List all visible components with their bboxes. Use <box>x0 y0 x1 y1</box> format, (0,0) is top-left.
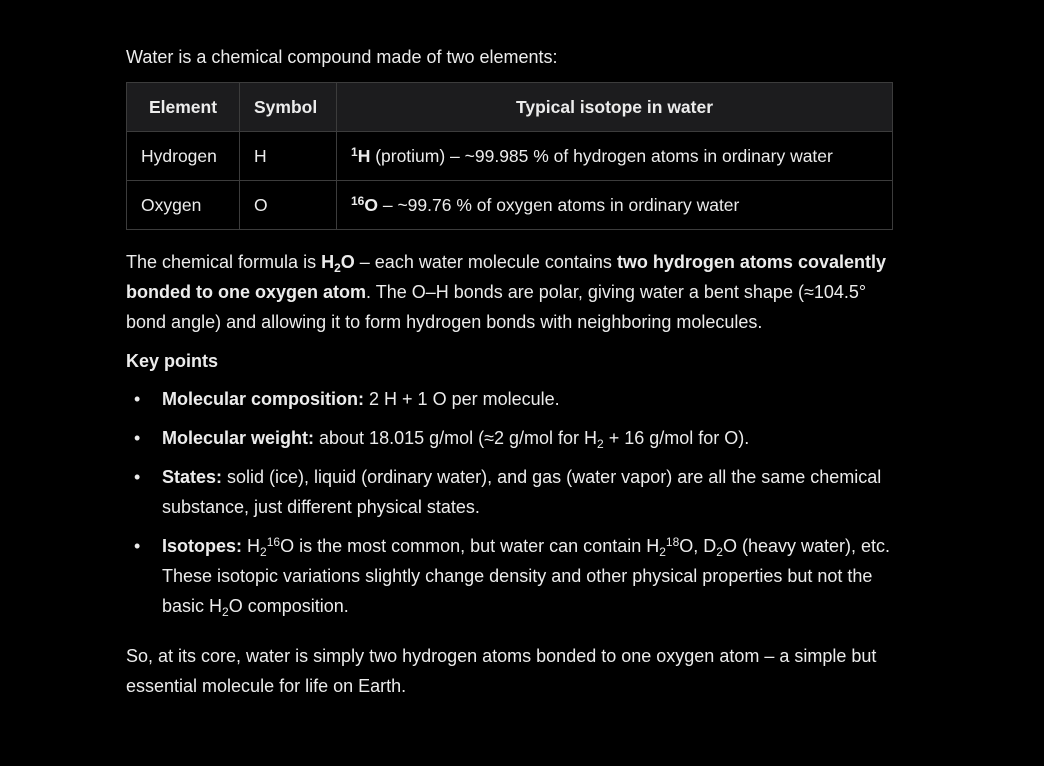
item-text: about 18.015 g/mol (≈2 g/mol for H <box>314 428 598 448</box>
list-item <box>126 423 896 453</box>
intro-text: Water is a chemical compound made of two elements: <box>126 47 558 67</box>
cell-isotope <box>337 132 893 181</box>
bold-text: two hydrogen atoms covalently bonded to one oxygen atom <box>126 252 886 302</box>
list-item <box>126 462 896 522</box>
item-text: solid (ice), liquid (ordinary water), and gas (water vapor) are all the same chemical substance, just different physical states. <box>162 467 882 517</box>
table-row <box>127 132 893 181</box>
list-item <box>126 531 896 621</box>
item-text: O (heavy water), etc. These isotopic variations slightly change density and other physical properties but not the basic H <box>162 536 891 616</box>
subscript: 2 <box>222 605 229 619</box>
item-text: H <box>242 536 261 556</box>
formula-h: H <box>321 252 335 272</box>
subscript: 2 <box>260 545 267 559</box>
formula <box>321 252 355 275</box>
list-item <box>126 384 896 414</box>
header-symbol: Symbol <box>240 83 337 132</box>
item-label: Isotopes: <box>162 536 243 556</box>
bullet-icon: • <box>134 467 141 487</box>
isotope-description: (protium) – ~99.985 % of hydrogen atoms in ordinary water <box>370 146 833 166</box>
formula-text: The chemical formula is <box>126 252 322 272</box>
item-label: States: <box>162 467 223 487</box>
cell-symbol: H <box>240 132 337 181</box>
item-text: O is the most common, but water can contain H <box>280 536 660 556</box>
superscript: 16 <box>266 535 281 549</box>
isotope-description: – ~99.76 % of oxygen atoms in ordinary water <box>377 195 740 215</box>
item-text: + 16 g/mol for O). <box>603 428 750 448</box>
item-text: 2 H + 1 O per molecule. <box>364 389 560 409</box>
chat-response <box>126 42 896 701</box>
cell-element: Oxygen <box>127 181 240 230</box>
table-row <box>127 181 893 230</box>
bullet-icon: • <box>134 428 141 448</box>
formula-o: O <box>340 252 355 272</box>
bullet-icon: • <box>134 536 141 556</box>
subscript: 2 <box>716 545 723 559</box>
elements-table <box>126 82 893 230</box>
key-points-list <box>126 384 896 621</box>
item-label: Molecular composition: <box>162 389 365 409</box>
formula-text: – each water molecule contains <box>354 252 617 272</box>
table-header-row <box>127 83 893 132</box>
formula-paragraph <box>126 247 896 337</box>
formula-text: . The O–H bonds are polar, giving water a bent shape (≈104.5° bond angle) and allowing it to form hydrogen bonds with neighboring molecules. <box>126 282 867 332</box>
cell-symbol: O <box>240 181 337 230</box>
item-text: O composition. <box>228 596 349 616</box>
isotope-symbol: O <box>364 195 378 215</box>
isotope-mass: 1 <box>351 145 358 159</box>
key-points-heading: Key points <box>126 351 219 371</box>
isotope-symbol: H <box>357 146 371 166</box>
cell-element: Hydrogen <box>127 132 240 181</box>
cell-isotope <box>337 181 893 230</box>
header-isotope: Typical isotope in water <box>337 83 893 132</box>
subscript: 2 <box>659 545 666 559</box>
superscript: 18 <box>665 535 680 549</box>
header-element: Element <box>127 83 240 132</box>
bullet-icon: • <box>134 389 141 409</box>
formula-subscript: 2 <box>334 261 341 275</box>
isotope-mass: 16 <box>351 194 365 208</box>
subscript: 2 <box>597 437 604 451</box>
closing-paragraph: So, at its core, water is simply two hydrogen atoms bonded to one oxygen atom – a simple but essential molecule for life on Earth. <box>126 646 877 696</box>
item-text: O, D <box>679 536 717 556</box>
item-label: Molecular weight: <box>162 428 315 448</box>
